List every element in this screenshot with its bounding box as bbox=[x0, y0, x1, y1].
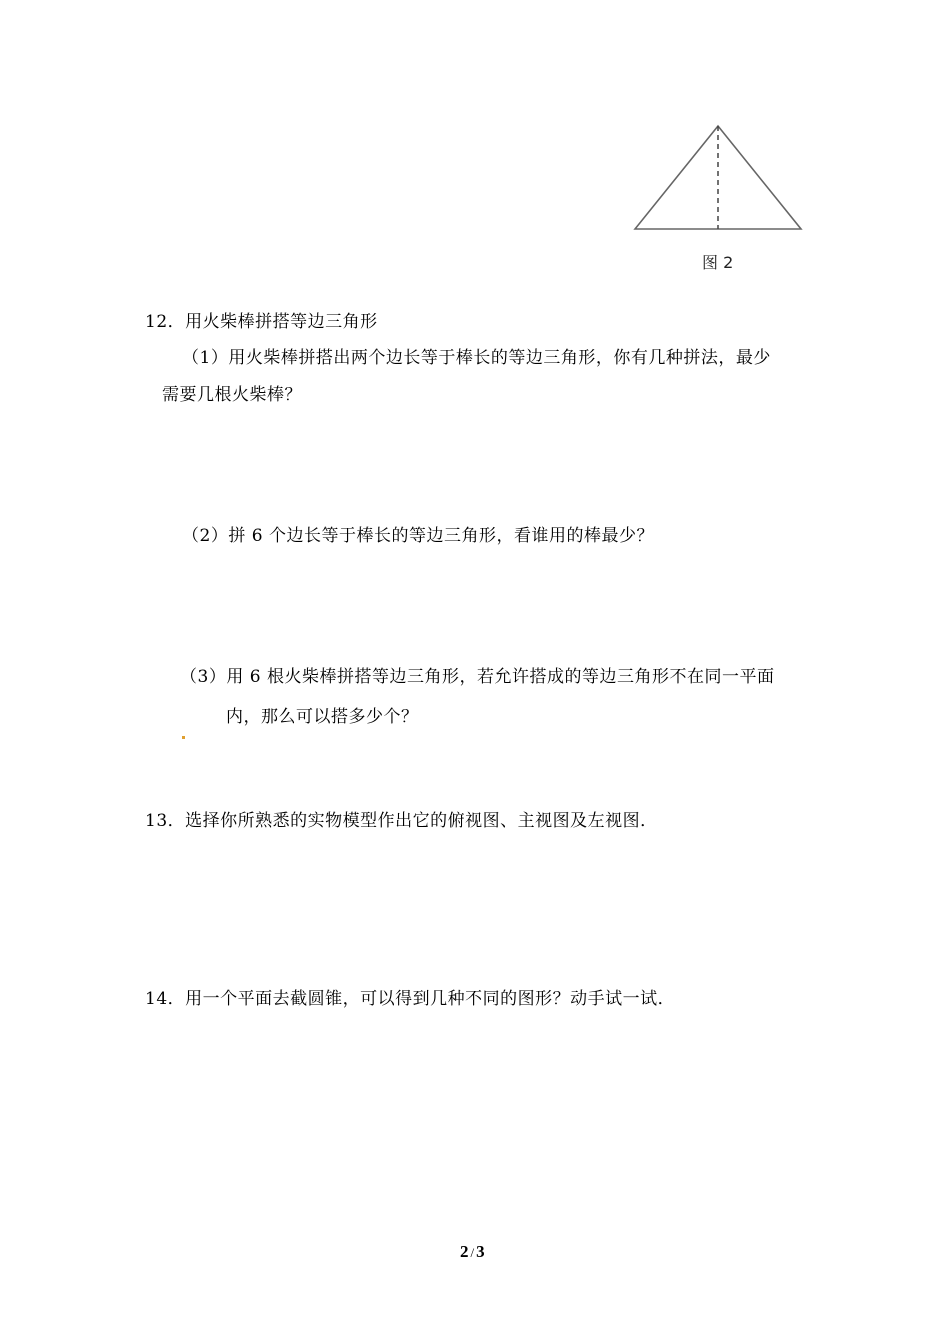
triangle-figure bbox=[630, 120, 810, 236]
question-12-part1-line1: （1）用火柴棒拼搭出两个边长等于棒长的等边三角形，你有几种拼法，最少 bbox=[182, 348, 771, 368]
question-14-title: 14．用一个平面去截圆锥，可以得到几种不同的图形？动手试一试． bbox=[145, 989, 676, 1009]
question-12-part2: （2）拼 6 个边长等于棒长的等边三角形，看谁用的棒最少？ bbox=[182, 526, 654, 546]
page-separator: / bbox=[470, 1245, 475, 1260]
current-page: 2 bbox=[460, 1242, 469, 1261]
question-12-part3-line1: （3）用 6 根火柴棒拼搭等边三角形，若允许搭成的等边三角形不在同一平面 bbox=[180, 667, 775, 687]
question-12-part3-line2: 内，那么可以搭多少个？ bbox=[226, 707, 419, 727]
total-pages: 3 bbox=[476, 1242, 485, 1261]
question-13-title: 13．选择你所熟悉的实物模型作出它的俯视图、主视图及左视图． bbox=[145, 811, 658, 831]
stray-mark bbox=[182, 736, 185, 739]
triangle-outline bbox=[635, 126, 801, 229]
question-12-title: 12．用火柴棒拼搭等边三角形 bbox=[145, 312, 378, 332]
figure-caption: 图 2 bbox=[702, 253, 734, 272]
question-12-part1-line2: 需要几根火柴棒？ bbox=[162, 385, 302, 405]
page-number bbox=[460, 1242, 485, 1262]
